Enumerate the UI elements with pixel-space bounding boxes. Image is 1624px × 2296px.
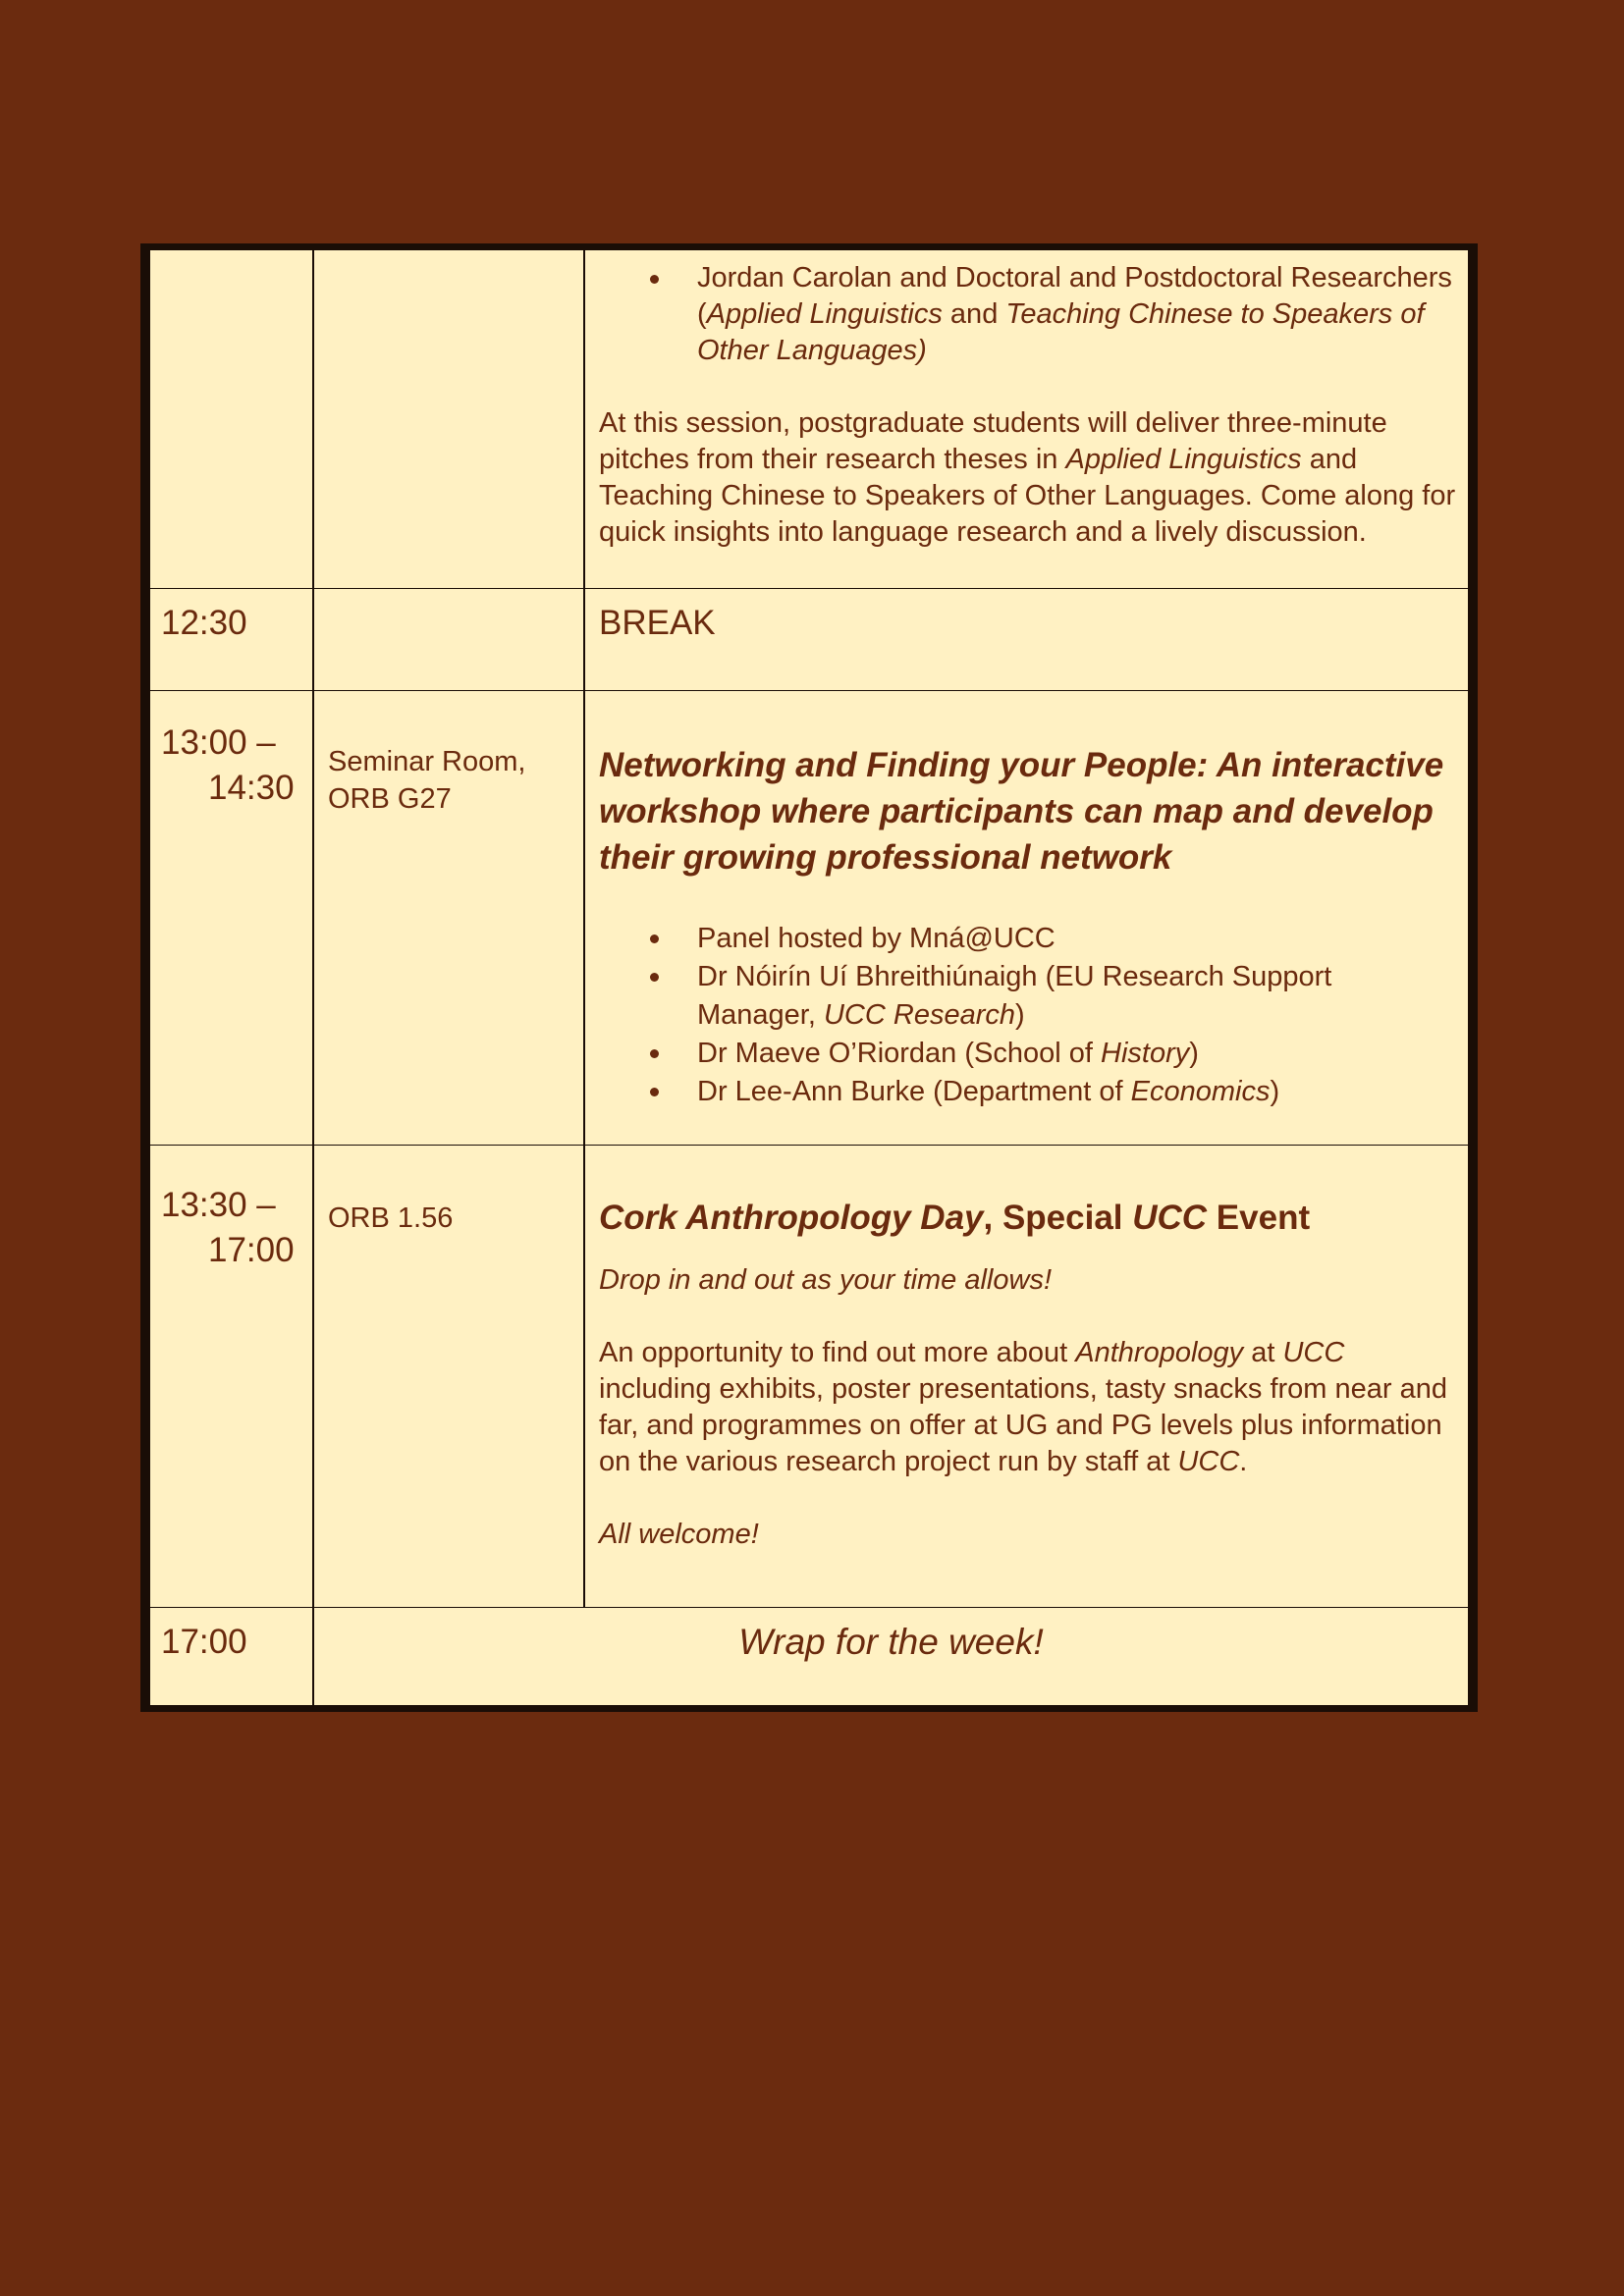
session-note: Drop in and out as your time allows! [599,1264,1052,1296]
break-label: BREAK [599,604,716,642]
time-cell [149,249,313,589]
list-item: Dr Lee-Ann Burke (Department of Economics) [697,1073,1456,1111]
room-cell [313,249,584,589]
room-cell [313,690,584,1146]
session-time: 12:30 [161,604,247,642]
speaker-list [599,260,1456,369]
session-time: 13:30 – 17:00 [161,1186,295,1269]
session-time: 13:00 – 14:30 [161,723,295,807]
session-title: Networking and Finding your People: An interactive workshop where participants can map and develop their growing professional network [599,746,1444,877]
description-cell [584,588,1469,691]
speaker-list [599,920,1456,1111]
session-description: An opportunity to find out more about Anthropology at UCC including exhibits, poster presentations, tasty snacks from near and far, and programmes on offer at UG and PG levels plus information on the various research project run by staff at UCC. [599,1337,1448,1477]
time-cell [149,1145,313,1608]
list-item: Panel hosted by Mná@UCC [697,920,1456,958]
session-time: 17:00 [161,1623,247,1661]
time-cell [149,690,313,1146]
session-title: Cork Anthropology Day, Special UCC Event [599,1199,1311,1237]
schedule-row-language-pitches [146,249,1472,589]
schedule-row-anthropology-day [146,1145,1472,1608]
time-cell [149,588,313,691]
session-room: Seminar Room, ORB G27 [328,746,526,815]
room-cell [313,588,584,691]
wrap-cell [313,1607,1469,1706]
room-cell [313,1145,584,1608]
list-item: Dr Maeve O’Riordan (School of History) [697,1035,1456,1073]
session-closing: All welcome! [599,1519,759,1550]
time-cell [149,1607,313,1706]
schedule-table [140,243,1478,1712]
schedule-row-wrap [146,1607,1472,1706]
schedule-row-networking [146,690,1472,1146]
description-cell [584,690,1469,1146]
list-item: Dr Nóirín Uí Bhreithiúnaigh (EU Research Support Manager, UCC Research) [697,958,1456,1035]
description-cell [584,249,1469,589]
session-description: At this session, postgraduate students will deliver three-minute pitches from their research theses in Applied Linguistics and Teaching Chinese to Speakers of Other Languages. Come along for quick insights into language research and a lively discussion. [599,407,1456,548]
wrap-label: Wrap for the week! [738,1622,1044,1662]
schedule-row-break [146,588,1472,691]
session-room: ORB 1.56 [328,1202,454,1234]
description-cell [584,1145,1469,1608]
list-item: Jordan Carolan and Doctoral and Postdoctoral Researchers (Applied Linguistics and Teaching Chinese to Speakers of Other Languages) [697,260,1456,369]
